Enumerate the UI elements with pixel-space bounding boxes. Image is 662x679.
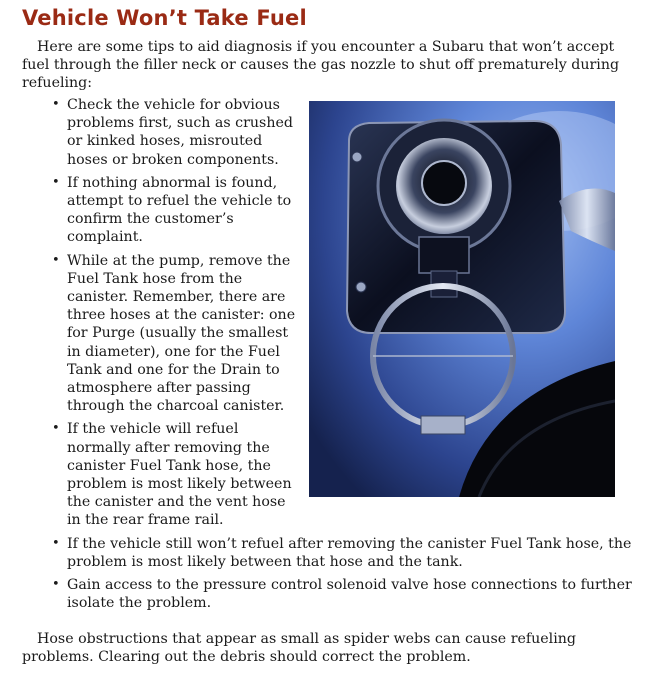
bullet-icon: •	[52, 97, 60, 112]
article-title: Vehicle Won’t Take Fuel	[22, 6, 307, 30]
tip-text: Gain access to the pressure control solenoid valve hose connections to further isolate the problem.	[67, 577, 632, 612]
bullet-icon: •	[52, 252, 60, 268]
tip-text: Check the vehicle for obvious problems first, such as crushed or kinked hoses, misrouted hoses or broken components.	[67, 97, 293, 168]
tip-item	[52, 420, 642, 529]
tip-text: While at the pump, remove the Fuel Tank hose from the canister. Remember, there are three hoses at the canister: one for Purge (usually the smallest in diameter), one for the Fuel Tank and one for the Drain to atmosphere after passing through the charcoal canister.	[67, 252, 296, 415]
tip-item	[52, 96, 642, 169]
bullet-icon: •	[52, 535, 60, 551]
bullet-icon: •	[52, 577, 60, 593]
bullet-icon: •	[52, 174, 60, 190]
tips-list	[52, 96, 642, 617]
tip-text: If the vehicle still won’t refuel after removing the canister Fuel Tank hose, the problem is most likely between that hose and the tank.	[67, 535, 632, 570]
tip-text: If the vehicle will refuel normally after removing the canister Fuel Tank hose, the problem is most likely between the canister and the vent hose in the rear frame rail.	[67, 421, 292, 529]
bullet-icon: •	[52, 421, 60, 437]
tip-item	[52, 174, 642, 247]
closing-paragraph: Hose obstructions that appear as small as spider webs can cause refueling problems. Clearing out the debris should correct the problem.	[22, 631, 576, 666]
tip-text: If nothing abnormal is found, attempt to refuel the vehicle to confirm the customer’s complaint.	[67, 174, 292, 246]
tip-item	[52, 252, 642, 416]
intro-paragraph: Here are some tips to aid diagnosis if you encounter a Subaru that won’t accept fuel through the filler neck or causes the gas nozzle to shut off prematurely during refueling:	[22, 39, 620, 92]
tip-item	[52, 576, 642, 612]
tip-item	[52, 535, 642, 571]
